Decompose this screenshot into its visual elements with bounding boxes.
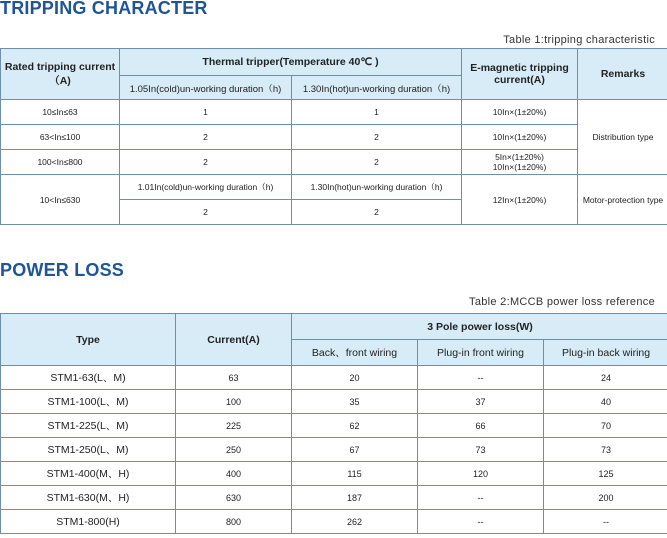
plug-back-cell: --	[544, 510, 667, 534]
rated-current-cell: 63<In≤100	[1, 125, 120, 150]
emag-current-cell	[462, 150, 578, 175]
hot-duration-cell: 2	[292, 200, 462, 225]
type-cell: STM1-250(L、M)	[1, 438, 176, 462]
plug-back-cell: 24	[544, 366, 667, 390]
plug-front-cell: 37	[418, 390, 544, 414]
remark-distribution-cell: Distribution type	[578, 100, 667, 175]
plug-in-front-header: Plug-in front wiring	[418, 340, 544, 366]
plug-back-cell: 200	[544, 486, 667, 510]
plug-in-back-header: Plug-in back wiring	[544, 340, 667, 366]
table-row	[1, 100, 667, 125]
back-front-cell: 35	[292, 390, 418, 414]
table-row	[1, 390, 667, 414]
rated-current-header: Rated tripping current（A)	[1, 49, 120, 100]
cold-duration-header: 1.05In(cold)un-working duration（h)	[120, 76, 292, 100]
current-cell: 630	[176, 486, 292, 510]
table-row	[1, 462, 667, 486]
cold-duration-cell: 2	[120, 150, 292, 175]
table-row	[1, 150, 667, 175]
cold-duration-cell: 2	[120, 200, 292, 225]
type-cell: STM1-225(L、M)	[1, 414, 176, 438]
current-cell: 400	[176, 462, 292, 486]
plug-back-cell: 125	[544, 462, 667, 486]
current-cell: 63	[176, 366, 292, 390]
plug-back-cell: 40	[544, 390, 667, 414]
plug-front-cell: --	[418, 366, 544, 390]
remarks-header: Remarks	[578, 49, 667, 100]
emag-current-cell: 12In×(1±20%)	[462, 175, 578, 225]
current-cell: 225	[176, 414, 292, 438]
table-row	[1, 175, 667, 200]
hot-duration-cell: 2	[292, 125, 462, 150]
plug-front-cell: 120	[418, 462, 544, 486]
back-front-cell: 20	[292, 366, 418, 390]
back-front-cell: 67	[292, 438, 418, 462]
plug-front-cell: 66	[418, 414, 544, 438]
plug-front-cell: 73	[418, 438, 544, 462]
type-cell: STM1-63(L、M)	[1, 366, 176, 390]
table-row	[1, 438, 667, 462]
cold-duration-cell: 1	[120, 100, 292, 125]
hot-duration-label-cell: 1.30In(hot)un-working duration（h)	[292, 175, 462, 200]
emag-current-cell: 10In×(1±20%)	[462, 125, 578, 150]
table-row	[1, 486, 667, 510]
rated-current-cell: 100<In≤800	[1, 150, 120, 175]
plug-back-cell: 73	[544, 438, 667, 462]
plug-front-cell: --	[418, 486, 544, 510]
plug-front-cell: --	[418, 510, 544, 534]
back-front-cell: 262	[292, 510, 418, 534]
power-loss-heading: POWER LOSS	[0, 260, 125, 280]
rated-current-cell: 10≤In≤63	[1, 100, 120, 125]
plug-back-cell: 70	[544, 414, 667, 438]
emag-value-1: 5In×(1±20%)	[495, 152, 544, 162]
hot-duration-header: 1.30In(hot)un-working duration（h)	[292, 76, 462, 100]
rated-current-cell: 10<In≤630	[1, 175, 120, 225]
current-header: Current(A)	[176, 314, 292, 366]
table2-caption: Table 2:MCCB power loss reference	[469, 296, 655, 308]
type-cell: STM1-400(M、H)	[1, 462, 176, 486]
back-front-cell: 115	[292, 462, 418, 486]
back-front-cell: 62	[292, 414, 418, 438]
hot-duration-cell: 2	[292, 150, 462, 175]
power-loss-table	[0, 313, 667, 534]
back-front-wiring-header: Back、front wiring	[292, 340, 418, 366]
type-cell: STM1-800(H)	[1, 510, 176, 534]
cold-duration-cell: 2	[120, 125, 292, 150]
emag-current-cell: 10In×(1±20%)	[462, 100, 578, 125]
type-cell: STM1-100(L、M)	[1, 390, 176, 414]
thermal-tripper-header: Thermal tripper(Temperature 40℃ )	[120, 49, 462, 76]
table-row	[1, 125, 667, 150]
table-row	[1, 366, 667, 390]
remark-motor-cell: Motor-protection type	[578, 175, 667, 225]
current-cell: 250	[176, 438, 292, 462]
cold-duration-label-cell: 1.01In(cold)un-working duration（h)	[120, 175, 292, 200]
table1-caption: Table 1:tripping characteristic	[503, 34, 655, 46]
power-loss-header: 3 Pole power loss(W)	[292, 314, 667, 340]
back-front-cell: 187	[292, 486, 418, 510]
tripping-character-heading: TRIPPING CHARACTER	[0, 0, 208, 18]
tripping-table	[0, 48, 667, 225]
emag-value-2: 10In×(1±20%)	[492, 162, 547, 172]
current-cell: 100	[176, 390, 292, 414]
table-row	[1, 414, 667, 438]
type-header: Type	[1, 314, 176, 366]
emag-tripping-header: E-magnetic tripping current(A)	[462, 49, 578, 100]
type-cell: STM1-630(M、H)	[1, 486, 176, 510]
hot-duration-cell: 1	[292, 100, 462, 125]
table-row	[1, 510, 667, 534]
current-cell: 800	[176, 510, 292, 534]
